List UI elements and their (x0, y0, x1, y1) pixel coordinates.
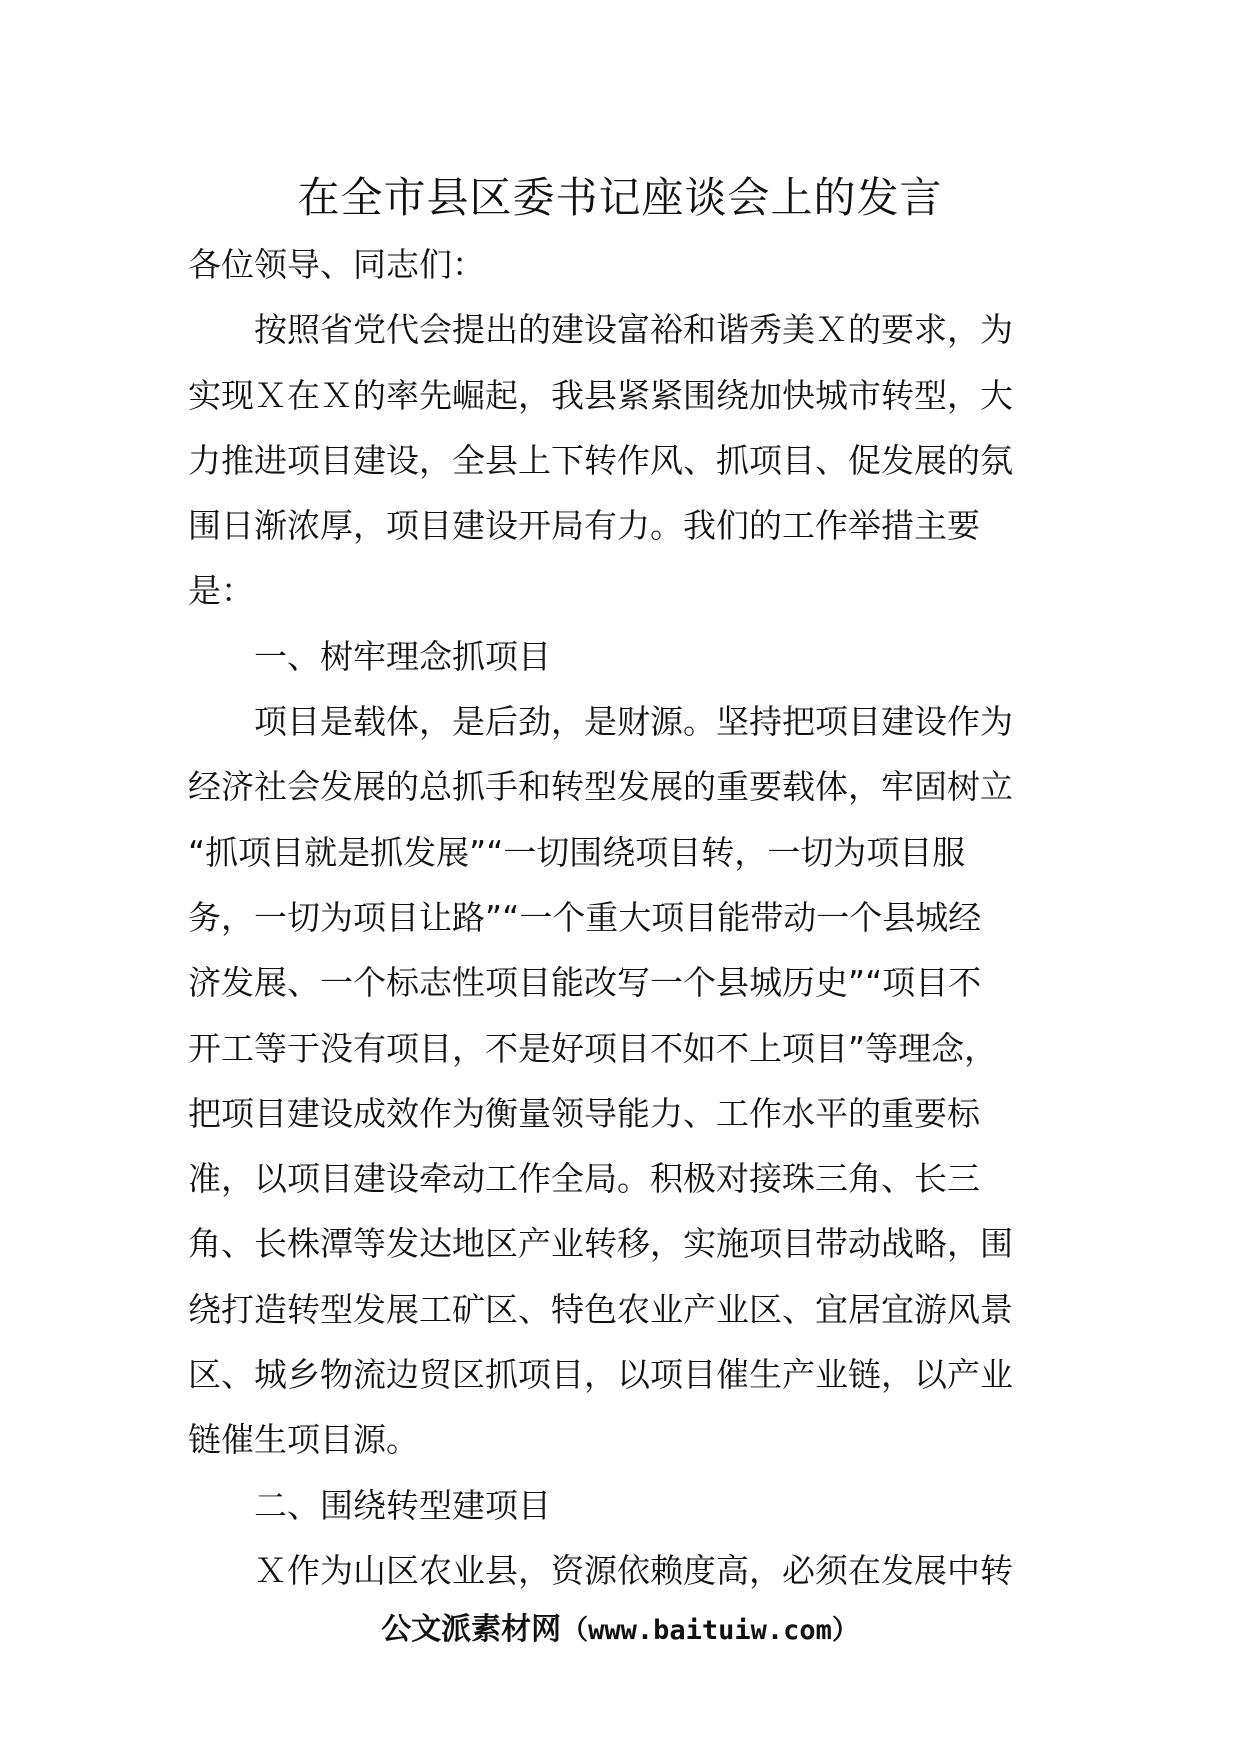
document-body (188, 232, 1058, 1603)
document-title: 在全市县区委书记座谈会上的发言 (297, 173, 943, 222)
paragraph-line: 准，以项目建设牵动工作全局。积极对接珠三角、长三 (188, 1159, 980, 1199)
paragraph-line: 链催生项目源。 (188, 1420, 419, 1460)
paragraph-line: “抓项目就是抓发展”“一切围绕项目转，一切为项目服 (188, 832, 966, 872)
paragraph-line: 力推进项目建设，全县上下转作风、抓项目、促发展的氛 (188, 440, 1013, 480)
paragraph-line: 项目是载体，是后劲，是财源。坚持把项目建设作为 (254, 702, 1013, 742)
paragraph-line: 绕打造转型发展工矿区、特色农业产业区、宜居宜游风景 (188, 1289, 1013, 1329)
footer-watermark (0, 1610, 1240, 1651)
paragraph-line: 经济社会发展的总抓手和转型发展的重要载体，牢固树立 (188, 767, 1013, 807)
paragraph-line: 把项目建设成效作为衡量领导能力、工作水平的重要标 (188, 1093, 980, 1133)
footer-url: （www.baituiw.com） (561, 1615, 859, 1646)
paragraph-line: Ｘ作为山区农业县，资源依赖度高，必须在发展中转 (254, 1550, 1013, 1590)
paragraph-line: 围日渐浓厚，项目建设开局有力。我们的工作举措主要 (188, 506, 980, 546)
salutation-line: 各位领导、同志们： (188, 245, 485, 284)
paragraph-line: 务，一切为项目让路”“一个重大项目能带动一个县城经 (188, 897, 982, 937)
section-heading-1: 一、树牢理念抓项目 (254, 636, 551, 676)
section-heading-2: 二、围绕转型建项目 (254, 1485, 551, 1525)
paragraph-line: 角、长株潭等发达地区产业转移，实施项目带动战略，围 (188, 1224, 1013, 1264)
paragraph-line: 实现Ｘ在Ｘ的率先崛起，我县紧紧围绕加快城市转型，大 (188, 375, 1013, 415)
paragraph-line: 区、城乡物流边贸区抓项目，以项目催生产业链，以产业 (188, 1355, 1013, 1395)
paragraph-line: 开工等于没有项目，不是好项目不如不上项目”等理念， (188, 1028, 998, 1068)
footer-site-name: 公文派素材网 (381, 1612, 562, 1647)
paragraph-line: 按照省党代会提出的建设富裕和谐秀美Ｘ的要求，为 (254, 310, 1013, 350)
paragraph-line: 济发展、一个标志性项目能改写一个县城历史”“项目不 (188, 963, 982, 1003)
paragraph-line: 是： (188, 571, 254, 611)
